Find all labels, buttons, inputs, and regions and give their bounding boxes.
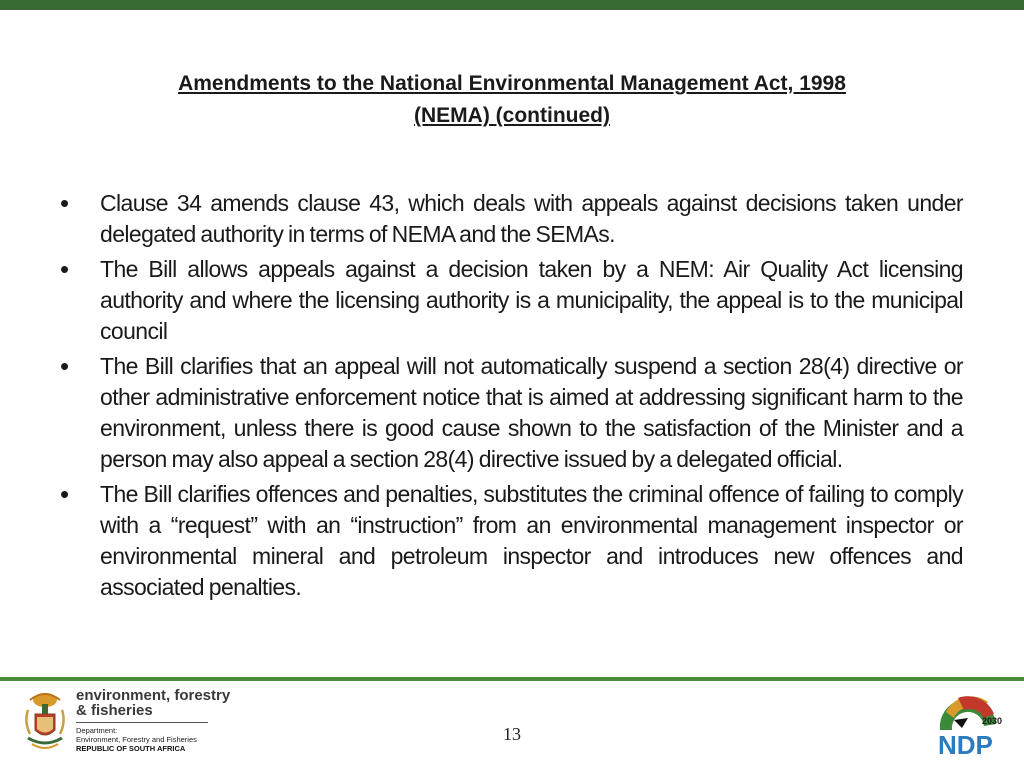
department-full-name: Environment, Forestry and Fisheries — [76, 735, 197, 744]
ndp-acronym-text: NDP — [938, 730, 993, 760]
department-branding — [76, 688, 230, 753]
department-label: Department: — [76, 726, 118, 735]
department-name-line-2: & fisheries — [76, 702, 153, 719]
page-number: 13 — [503, 724, 521, 744]
bullet-text: The Bill clarifies offences and penalties, substitutes the criminal offence of failing to comply with a “request” with an “instruction” from an environmental management inspector or environmental mineral and petroleum inspector and introduces new offences and associated penalties. — [100, 481, 963, 600]
bullet-marker: • — [60, 351, 69, 381]
bullet-item-3 — [60, 351, 963, 475]
ndp-year-text: 2030 — [982, 716, 1003, 726]
coat-of-arms-icon — [22, 690, 68, 754]
slide-title-line-1: Amendments to the National Environmental Management Act, 1998 — [178, 72, 846, 95]
country-name: REPUBLIC OF SOUTH AFRICA — [76, 744, 186, 753]
department-rule — [76, 722, 208, 723]
department-name-line-1: environment, forestry — [76, 687, 231, 704]
slide-title-line-2: (NEMA) (continued) — [414, 104, 610, 127]
bullet-item-1 — [60, 188, 963, 250]
slide-title — [60, 68, 964, 132]
bullet-text: Clause 34 amends clause 43, which deals with appeals against decisions taken under delegated authority in terms of NEMA and the SEMAs. — [100, 190, 963, 247]
bullet-marker: • — [60, 254, 69, 284]
bullet-text: The Bill clarifies that an appeal will not automatically suspend a section 28(4) directive or other administrative enforcement notice that is aimed at addressing significant harm to the environment, unless there is good cause shown to the satisfaction of the Minister and a person may also appeal a section 28(4) directive issued by a delegated official. — [100, 353, 963, 472]
bullet-marker: • — [60, 188, 69, 218]
footer-divider — [0, 677, 1024, 681]
bullet-item-4 — [60, 479, 963, 603]
ndp-logo-icon — [932, 684, 1004, 760]
top-accent-bar — [0, 0, 1024, 10]
bullet-marker: • — [60, 479, 69, 509]
bullet-item-2 — [60, 254, 963, 347]
bullet-list — [60, 188, 963, 607]
bullet-text: The Bill allows appeals against a decision taken by a NEM: Air Quality Act licensing authority and where the licensing authority is a municipality, the appeal is to the municipal council — [100, 256, 963, 344]
